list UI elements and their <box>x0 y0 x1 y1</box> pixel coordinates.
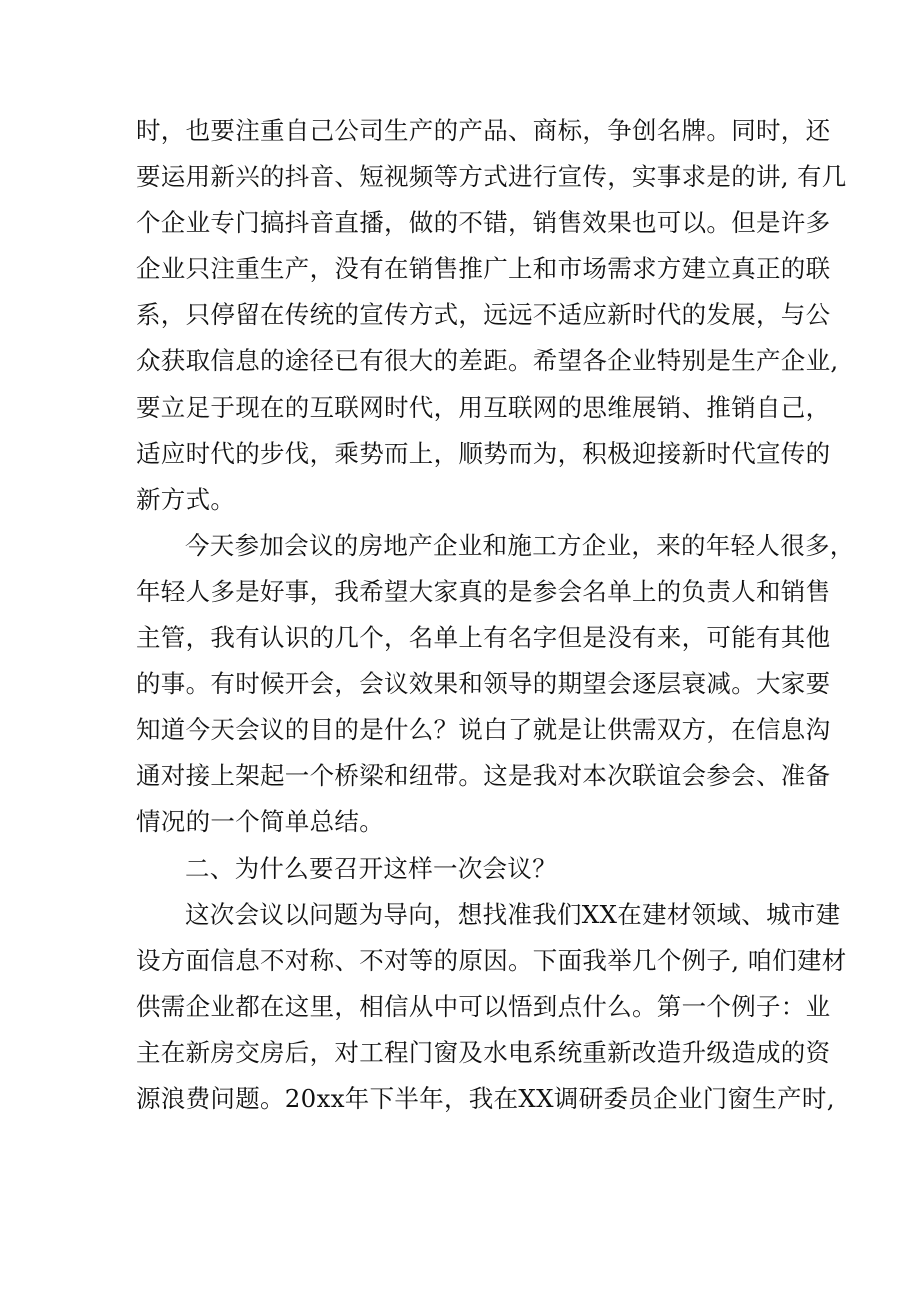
text-line: 主在新房交房后，对工程门窗及水电系统重新改造升级造成的资 <box>136 1037 831 1067</box>
text-line: 源浪费问题。20xx年下半年，我在XX调研委员企业门窗生产时, <box>136 1083 835 1113</box>
body-text <box>136 108 855 1122</box>
text-line: 情况的一个简单总结。 <box>136 807 384 837</box>
paragraph <box>136 108 847 523</box>
text-line: 个企业专门搞抖音直播，做的不错，销售效果也可以。但是许多 <box>136 208 831 238</box>
text-line: 系，只停留在传统的宣传方式，远远不适应新时代的发展，与公 <box>136 300 831 330</box>
text-line: 要立足于现在的互联网时代，用互联网的思维展销、推销自己， <box>136 392 831 422</box>
text-line: 通对接上架起一个桥梁和纽带。这是我对本次联谊会参会、准备 <box>136 761 831 791</box>
text-line: 众获取信息的途径已有很大的差距。希望各企业特别是生产企业, <box>136 346 839 376</box>
paragraph <box>136 523 855 846</box>
text-line: 年轻人多是好事，我希望大家真的是参会名单上的负责人和销售 <box>136 576 831 606</box>
text-line: 知道今天会议的目的是什么？说白了就是让供需双方，在信息沟 <box>136 715 831 745</box>
text-line: 供需企业都在这里，相信从中可以悟到点什么。第一个例子：业 <box>136 991 831 1021</box>
text-line: 今天参加会议的房地产企业和施工方企业，来的年轻人很多， <box>185 530 855 560</box>
text-line: 主管，我有认识的几个，名单上有名字但是没有来，可能有其他 <box>136 623 831 653</box>
text-line: 的事。有时候开会，会议效果和领导的期望会逐层衰减。大家要 <box>136 669 831 699</box>
text-line: 要运用新兴的抖音、短视频等方式进行宣传，实事求是的讲, 有几 <box>136 162 847 192</box>
text-line: 这次会议以问题为导向，想找准我们XX在建材领域、城市建 <box>185 899 841 929</box>
text-line: 新方式。 <box>136 484 236 514</box>
section-heading <box>136 846 796 892</box>
text-line: 设方面信息不对称、不对等的原因。下面我举几个例子, 咱们建材 <box>136 945 847 975</box>
text-line: 企业只注重生产，没有在销售推广上和市场需求方建立真正的联 <box>136 254 831 284</box>
heading-text: 二、为什么要召开这样一次会议？ <box>185 853 557 883</box>
paragraph <box>136 892 847 1122</box>
text-line: 适应时代的步伐，乘势而上，顺势而为，积极迎接新时代宣传的 <box>136 438 831 468</box>
text-line: 时，也要注重自己公司生产的产品、商标，争创名牌。同时，还 <box>136 116 831 145</box>
